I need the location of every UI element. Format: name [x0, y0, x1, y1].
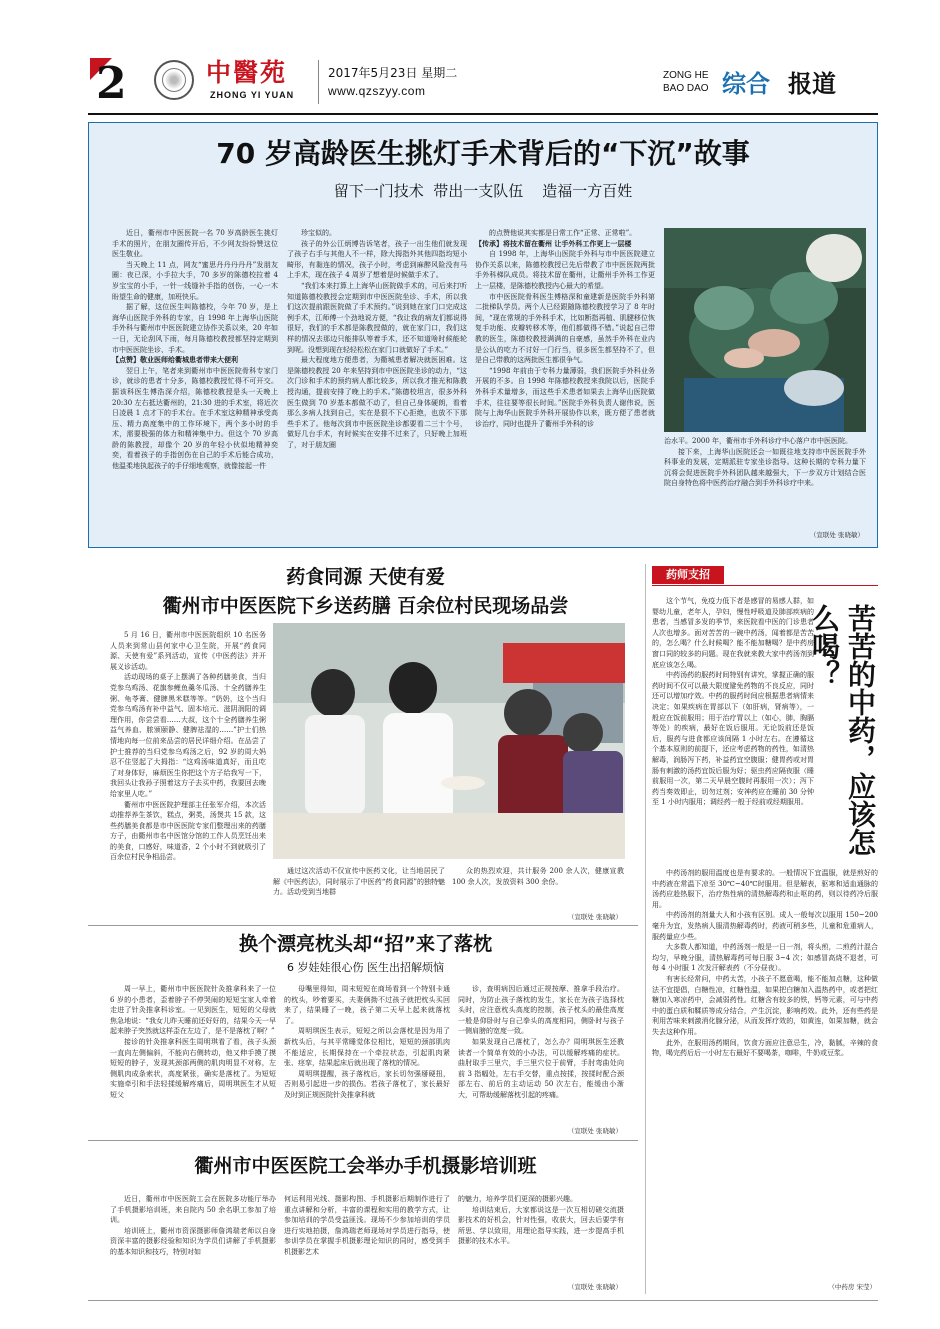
page-number: 2 [96, 58, 127, 109]
article3-paragraph: 周明琪医生表示，短短之所以会落枕是因为用了新枕头后，与其平常睡觉体位相比，短短的颈部肌肉不能适应，长期保持在一个牵拉状态，引起肌肉紧张、痉挛，结果起床后就出现了落枕的情况。 [284, 1027, 450, 1068]
article1-title: 70 岁高龄医生挑灯手术背后的“下沉”故事 [216, 137, 750, 170]
article5-column-label: 药师支招 [652, 566, 724, 584]
article2-paragraph: 5 月 16 日，衢州市中医医院组织 10 名医务人员来到常山县何家中心卫生院，开展“药食同源、天使有爱”系列活动，宣传《中医药法》并开展义诊活动。 [110, 631, 266, 671]
article1-paragraph: “我们本来打算上上海华山医院做手术的，可后来打听知道陈德校教授会定期到市中医医院坐诊、手术，所以我们这次提前跟医院做了手术预约。”说到她在家门口完成这例手术，江师傅一个劲地说方便，“我让我的病友们都说得很好，我们的手术都是陈教授做的，就在家门口，我们这样的情况去那边只能排队等着手术，还不知道啥时候能轮到呢。没想到现在轻轻松松在家门口就做好了手术。” [287, 281, 467, 354]
article1-paragraph: 据了解，这位医生叫陈德校，今年 70 岁，是上海华山医院手外科的专家，自 1998 年上海华山医院手外科与衢州市中医医院建立协作关系以来，20 年如一日，无论刮风下雨，每月陈德校教授都坚持定期到市中医医院坐诊、手术。 [112, 303, 278, 354]
section-pinyin-2: BAO DAO [663, 83, 709, 94]
medicinal-food-photo-illustration [273, 623, 625, 859]
article5-paragraph: 中药汤剂的剂量大人和小孩有区别。成人一般每次以服用 150~200 毫升为宜，发热病人服清热解毒药时，药液可稍多些，儿童和危重病人，服药量应少些。 [652, 911, 878, 941]
article4-paragraph: 近日，衢州市中医医院工会在医院多功能厅举办了手机摄影培训班，来自院内 50 余名职工参加了培训。 [110, 1195, 276, 1225]
article1-col1 [112, 228, 278, 533]
article1-credit: （宣联处 张晓敏） [809, 531, 864, 539]
logo-pinyin: ZHONG YI YUAN [210, 90, 295, 100]
article5-title: 苦苦的中药，应该怎么喝？ [808, 604, 877, 856]
article3-title: 换个漂亮枕头却“招”来了落枕 [239, 933, 492, 955]
surgery-photo-illustration [664, 228, 866, 432]
article1-paragraph: 珍宝似的。 [301, 229, 336, 237]
article4-credit: （宣联处 张晓敏） [567, 1283, 622, 1291]
column-divider [645, 564, 646, 1294]
article1-paragraph: “1998 年前由于专科力量薄弱，我们医院手外科业务开展的不多。自 1998 年陈德校教授来我院以后，医院手外科手术量增多，而这些手术患者如果去上海华山医院做手术，往往要等很长时间。”医院手外科负责人谢伟说，医院与上海华山医院手外科开展协作以来，既方便了患者就诊治疗，同时也提升了衢州手外科的诊 [475, 366, 655, 428]
article3-paragraph: 母嘴里得知，周末短短在商场看到一个特别卡通的枕头，吵着要买，夫妻俩拗不过孩子就把枕头买回来了，结果睡了一晚，孩子第二天早上起来就落枕了。 [284, 985, 450, 1025]
section-name-1: 综合 [722, 70, 770, 98]
article3-paragraph: 如果发现自己落枕了，怎么办？周明琪医生还教读者一个简单有效的小办法，可以缓解疼痛的症状。曲肘取手三里穴，手三里穴位于前臂，手肘弯曲处向前 3 指幅处，左右手交替，重点按揉，按揉时配合颈部左右、前后的主动运动 50 次左右，能缓由小渐大，可帮助缓解落枕引起的疼痛。 [458, 1037, 624, 1099]
article2-col1 [110, 630, 266, 920]
article2-paragraph: 活动现场的桌子上摆满了各种药膳美食，当归党参乌鸡汤、花旗参鲤鱼羹冬瓜汤、十全药膳养生粥、龟苓膏、健脾黑米糕等等。“奶奶，这个当归党参乌鸡汤有补中益气、固本培元、滋阴润阳的调理作用，你尝尝看……大叔，这个十全药膳养生粥益气养血、脓颁颐静、健脾祛湿的……”护士们热情地向每一位前来品尝的居民详细介绍。在品尝了护士推荐的当归党参乌鸡汤之后，92 岁的周大妈忍不住竖起了大拇指：“这鸡汤味道真好，而且吃了对身体好，麻烦医生你把这个方子给我写一下，我回头让我孙子照着这方子去买中药，我要回去晚给家里人吃。” [110, 673, 266, 798]
article2-paragraph: 通过这次活动不仅宣传中医药文化，让当地居民了解《中医药法》，同时展示了中医药“药食同源”的独特魅力。活动受到当地群 [273, 867, 445, 897]
article4-paragraph: 培训结束后，大家都说这是一次互相切磋交流摄影技术的好机会，针对性强，收获大，回去后要学有所思、学以致用，用理论指导实践，进一步提高手机摄影的技术水平。 [458, 1205, 624, 1246]
article1-paragraph: 自 1998 年，上海华山医院手外科与市中医医院建立协作关系以来，陈德校教授已先后带教了市中医医院两批手外科梯队成员。将技术留在衢州，让衢州手外科工作更上一层楼，是陈德校教授内心最大的希望。 [475, 250, 655, 290]
article1-paragraph: 翌日上午，笔者来到衢州市中医医院骨科专家门诊，就诊的患者十分多，陈德校教授忙得不可开交。据该科医生傅浩深介绍，陈德校教授是头一天晚上 20:30 左右抵达衢州的，21:30 进的手术室，将近次日凌晨 1 点才下的手术台。在手术室这种精神承受高压、精力高度集中的工作环境下，两个多小时的手术，需要极强的体力和精神集中力。但这个 70 岁高龄的陈教授，却像个 20 岁的年轻小伙似地精神奕奕，看着孩子的手指创伤在自己的手术后能合成功，他温柔地执起孩子的手仔细地观察，就像接起一件 [112, 366, 278, 471]
article1-section-heading: 【传承】将技术留在衢州 让手外科工作更上一层楼 [475, 239, 632, 248]
hospital-seal-logo [154, 60, 194, 100]
article1-paragraph: 的点赞他说其实都是日常工作“正常、正常啦”。 [489, 229, 637, 237]
article1-col2 [287, 228, 467, 533]
article5-body-lower [652, 868, 878, 1280]
logo-text: 中醫苑 [206, 58, 288, 87]
article3-bottom-rule [88, 1140, 638, 1141]
article1-col3 [475, 228, 655, 533]
article5-paragraph: 这个节气，免疫力低下者是感冒的易感人群，如婴幼儿童，老年人，孕妇，慢性呼吸道及肺部疾病的患者，当感冒多发的季节，来医院看中医的门诊患者人次也增多。面对苦苦的一碗中药汤，闻着都是苦苦的，怎么喝？什么时候喝？能不能加糖喝？是中药房窗口同的较多的问题。现在我就来教大家中药汤剂到底应该怎么喝。 [652, 597, 814, 669]
article5-body [652, 596, 814, 866]
article3-col2 [284, 984, 450, 1136]
article3-paragraph: 周明琪提醒，孩子落枕后，家长切勿强掰硬扭，否则易引起进一步的损伤。若孩子落枕了，家长最好及时到正规医院针灸推拿科就 [284, 1069, 450, 1099]
article2-col2 [273, 866, 445, 922]
article2-col3 [452, 866, 624, 906]
article1-paragraph: 当天晚上 11 点，网友“蜜思丹丹丹丹丹”发朋友圈：夜已深，小手拉大手，70 多岁的陈德校拉着 4 岁宝宝的小手，一针一线缝补手指的创伤，一心一木盼望生命的健康，加班快乐。 [112, 260, 278, 301]
header-rule [88, 113, 878, 115]
article3-paragraph: 诊，查明病因后通过正规按摩、推拿手段治疗。同时，为防止孩子落枕的发生，家长在为孩子选择枕头时，应注意枕头高度的控制，孩子枕头的最佳高度一般是仰卧时与自己拳头的高度相同，侧卧时与孩子一侧肩膀的宽度一致。 [458, 985, 624, 1036]
article1-col4 [664, 436, 866, 536]
article1-section-heading: 【点赞】敬业医师给衢城患者带来大便利 [112, 356, 238, 365]
article4-title: 衢州市中医医院工会举办手机摄影培训班 [194, 1155, 537, 1177]
section-pinyin-1: ZONG HE [663, 70, 709, 81]
article3-paragraph: 接诊的针灸推拿科医生周明琪看了看，孩子头颈一直向左侧偏斜，不能向右侧转动，他又伸手摸了摸短短的脖子，发现其颈部两侧的肌肉明显不对称，左侧肌肉成条索状，高度紧张，确实是落枕了。为短短实施牵引和手法轻揉缓解疼痛后，周明琪医生才从短短父 [110, 1037, 276, 1099]
article5-paragraph: 此外，在服用汤药期间，饮食方面应注意忌生，冷，黏腻，辛辣的食物，喝完药后后一小时左右最好不要喝茶，咖啡，牛奶或豆浆。 [652, 1038, 878, 1058]
article4-paragraph: 培训班上，衢州市资深摄影师詹鸿瑞老师以自身资深丰富的摄影经验和知识为学员们讲解了手机摄影的基本知识和技巧，特别对如 [110, 1226, 276, 1256]
surgery-photo [664, 228, 866, 432]
article4-col2 [284, 1194, 450, 1286]
article3-col1 [110, 984, 276, 1136]
medicinal-food-photo [273, 623, 625, 859]
article1-subtitle: 留下一门技术 带出一支队伍 造福一方百姓 [333, 182, 633, 200]
article3-paragraph: 周一早上，衢州市中医医院针灸推拿科来了一位 6 岁的小患者，歪着脖子不停哭闹的短短宝家人牵着走进了针灸推拿科诊室。一见到医生，短短的父母就焦急地说：“我女儿昨天睡前还好好的，结果今天一早起来脖子突然就这样歪在左边了，是不是落枕了啊？” [110, 985, 276, 1036]
article5-paragraph: 中药汤剂的服用温度也是有要求的。一般情况下宜温服，就是煎好的中药液在常温下凉至 30℃~40℃时服用。但是解表，驱寒和适血通脉的汤药应趁热服下，治疗热性病的清热解毒药和止呕的药，则以待药冷后服用。 [652, 869, 878, 909]
article5-paragraph: 中药汤药的服药时间特别有讲究，掌握正确的服药时间不仅可以最大限度避免药物的不良反应，同时还可以增加疗效。中药的服药时间应根据患者病情来决定；如果疾病在胃部以下（如肝病，肾病等），一般应在饭前服用；用于治疗胃以上（如心，肺，胸膈等处）的疾病，最好在饭后服用。无论饭前还是饭后，服药与进食都应该间隔 1 小时左右。在遵循这个基本原则的前提下，还应考虑药物的药性，如清热解毒，润肠泻下药，补益药宜空腹服；健胃药或对胃肠有刺激的汤药宜饭后服为好；驱虫药应隔夜服（睡前服用一次，第二天早晨空腹时再服用一次）；泻下药当奏效即止，切勿过剂；安神药应在睡前 30 分钟至 1 小时内服用；调经药一般于经前或经期服用。 [652, 671, 814, 807]
article1-paragraph: 最大程度地方便患者，为衢城患者解决就医困难。这是陈德校教授 20 年来坚持到市中医医院坐诊的动力，“这次门诊和手术的预约病人都比较多，所以我才推光和陈教授沟通，提前安排了晚上的手术。”陈德校坦言，很多外科医生做到 70 岁基本都做不动了，但自己身体硬朗，看着那么多病人找到自己，实在是狠不下心拒绝，也放不下那些手术了。他每次到市中医医院坐诊都要看二三十个号，做好几台手术，有时候实在安排不过来了，只好晚上加班了，对于朋友圈 [287, 356, 467, 449]
article5-label-rule [652, 585, 878, 586]
article2-bottom-rule [88, 925, 638, 926]
website-text: www.qzszyy.com [328, 84, 426, 98]
article2-paragraph: 众的热烈欢迎，共计服务 200 余人次，健康宣教 100 余人次，发放资料 300 余份。 [452, 867, 624, 886]
article4-paragraph: 的魅力，培养学员们更深的摄影兴趣。 [458, 1195, 577, 1203]
article1-paragraph: 近日，衢州市中医医院一名 70 岁高龄医生挑灯手术的照片，在朋友圈传开后，不少网友纷纷赞这位医生敬业。 [112, 229, 278, 259]
article1-paragraph: 治水平。2000 年，衢州市手外科诊疗中心落户市中医医院。 [664, 437, 853, 445]
page-number-badge [88, 58, 142, 108]
article4-paragraph: 何运利用光线、摄影构图、手机摄影后期制作进行了重点讲解和分析，丰富的课程和实用的教学方式，让参加培训的学员受益匪浅。现场不少参加培训的学员进行实地拍摄，詹鸿瑞老师现场对学员进行指导，使参训学员在掌握手机摄影理论知识的同时，感受到手机摄影艺术 [284, 1195, 450, 1256]
article3-subtitle: 6 岁娃娃很心伤 医生出招解烦恼 [287, 961, 444, 974]
article5-paragraph: 有害长经常问，中药太苦，小孩子不愿意喝，能不能加点糖，这种做法不宜提倡，白糖性凉，红糖性温，如果把白糖加入温热药中，或者把红糖加入寒凉药中，会减弱药性。红糖含有较多的铁，钙等元素，可与中药中的蛋白质和鞣质等成分结合，产生沉淀，影响药效。此外，还有些药是利用苦味来刺激消化腺分泌，从而发挥疗效的，如黄连，如果加糖，就会失去这种作用。 [652, 974, 878, 1036]
section-name-2: 报道 [788, 70, 836, 98]
article4-col1 [110, 1194, 276, 1286]
article1-paragraph: 接下来，上海华山医院还会一如既往地支持市中医医院手外科事业的发展，定期派驻专家坐诊指导。这种长期的专科力量下沉将会促进医院手外科团队越来越强大，下一步双方计划结合医院自身特色将中医药治疗融合到手外科诊疗中来。 [664, 447, 866, 488]
article1-paragraph: 市中医医院骨科医生傅格深和童建新是医院手外科第二批梯队学员。两个人已经跟随陈德校教授学习了 8 年时间，“现在常规的手外科手术，比如断指再植、肌腱移位恢复手功能、皮瓣转移术等，他们都做得不错。”说起自己带教的医生，陈德校教授满满的自豪感，虽然手外科在业内是公认的吃力不讨好一门行当，很多医生都坚持不了，但是自己带教的这两批医生都很争气。 [475, 292, 655, 365]
article3-credit: （宣联处 张晓敏） [567, 1127, 622, 1135]
article2-credit: （宣联处 张晓敏） [567, 913, 622, 921]
article5-paragraph: 大多数人都知道，中药汤剂一般是一日一剂，将头煎，二煎药汁混合均匀，早晚分服，清热解毒药可每日服 3~4 次；如感冒高烧不退者，可每 4 小时服 1 次发汗解表药（不分昼夜）。 [652, 943, 878, 973]
issue-date: 2017年5月23日 星期二 [328, 66, 458, 80]
article2-paragraph: 衢州市中医医院护理部主任张军介绍，本次活动推荐养生茶饮，糕点，粥类，汤煲共 15 款，这些药膳美食都是市中医医院专家们整理出来的药膳方子，由衢州市名中医馆分馆的工作人员烹饪出来的美食，口感好，味道香，2 个小时不到就吸引了百余位村民争相品尝。 [110, 800, 266, 862]
page-bottom-rule [88, 1300, 878, 1301]
article2-title-2: 衢州市中医医院下乡送药膳 百余位村民现场品尝 [162, 595, 569, 617]
article5-credit: （中药房 宋莹） [828, 1283, 876, 1291]
article4-col3 [458, 1194, 624, 1274]
article3-col3 [458, 984, 624, 1124]
header-divider [318, 60, 319, 104]
article2-title-1: 药食同源 天使有爱 [286, 566, 445, 588]
page-header [88, 52, 878, 112]
article1-paragraph: 孩子的外公江炳博告诉笔者，孩子一出生他们就发现了孩子右手与其他人不一样，除大拇指外其他四指均短小畸形，有黏连的情况，孩子小时，考虑到麻醉风险没有马上手术，现在孩子 4 周岁了想着是时候做手术了。 [287, 239, 467, 280]
